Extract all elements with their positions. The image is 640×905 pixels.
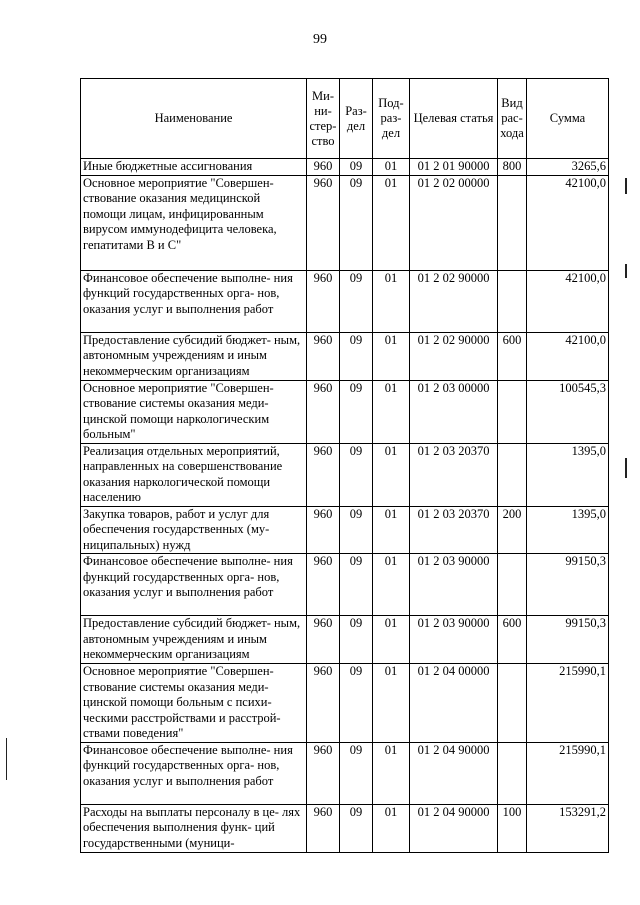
cell-amount: 3265,6 <box>527 159 609 176</box>
scan-mark <box>6 738 7 780</box>
table-row <box>81 616 609 664</box>
cell-target: 01 2 04 90000 <box>410 742 498 804</box>
cell-subsection: 01 <box>373 175 410 270</box>
budget-table <box>80 78 609 853</box>
cell-expense-type: 100 <box>498 804 527 852</box>
cell-amount: 100545,3 <box>527 380 609 443</box>
cell-section: 09 <box>340 616 373 664</box>
cell-section: 09 <box>340 742 373 804</box>
header-ministry: Ми- ни- стер- ство <box>307 79 340 159</box>
cell-amount: 42100,0 <box>527 332 609 380</box>
cell-ministry: 960 <box>307 804 340 852</box>
cell-name: Финансовое обеспечение выполне- ния функций государственных орга- нов, оказания услуг и выполнения работ <box>81 554 307 616</box>
cell-expense-type <box>498 380 527 443</box>
cell-subsection: 01 <box>373 270 410 332</box>
cell-section: 09 <box>340 332 373 380</box>
cell-name: Закупка товаров, работ и услуг для обеспечения государственных (му- ниципальных) нужд <box>81 506 307 554</box>
cell-target: 01 2 03 90000 <box>410 554 498 616</box>
cell-ministry: 960 <box>307 270 340 332</box>
cell-subsection: 01 <box>373 664 410 743</box>
cell-name: Иные бюджетные ассигнования <box>81 159 307 176</box>
cell-amount: 1395,0 <box>527 506 609 554</box>
cell-subsection: 01 <box>373 443 410 506</box>
cell-subsection: 01 <box>373 804 410 852</box>
header-amount: Сумма <box>527 79 609 159</box>
table-row <box>81 506 609 554</box>
cell-target: 01 2 04 00000 <box>410 664 498 743</box>
header-expense-type: Вид рас- хода <box>498 79 527 159</box>
cell-target: 01 2 03 00000 <box>410 380 498 443</box>
table-row <box>81 332 609 380</box>
cell-section: 09 <box>340 380 373 443</box>
table-row <box>81 443 609 506</box>
header-section: Раз- дел <box>340 79 373 159</box>
cell-expense-type <box>498 554 527 616</box>
cell-ministry: 960 <box>307 380 340 443</box>
cell-subsection: 01 <box>373 616 410 664</box>
cell-expense-type: 600 <box>498 332 527 380</box>
cell-section: 09 <box>340 554 373 616</box>
cell-target: 01 2 02 90000 <box>410 332 498 380</box>
cell-section: 09 <box>340 443 373 506</box>
table-row <box>81 380 609 443</box>
table-row <box>81 804 609 852</box>
cell-subsection: 01 <box>373 554 410 616</box>
table-row <box>81 554 609 616</box>
cell-target: 01 2 03 20370 <box>410 506 498 554</box>
cell-expense-type <box>498 270 527 332</box>
cell-section: 09 <box>340 159 373 176</box>
scan-mark <box>625 264 627 278</box>
cell-ministry: 960 <box>307 443 340 506</box>
cell-ministry: 960 <box>307 332 340 380</box>
table-row <box>81 159 609 176</box>
cell-expense-type <box>498 175 527 270</box>
cell-section: 09 <box>340 175 373 270</box>
cell-name: Финансовое обеспечение выполне- ния функций государственных орга- нов, оказания услуг и выполнения работ <box>81 742 307 804</box>
cell-section: 09 <box>340 664 373 743</box>
cell-name: Расходы на выплаты персоналу в це- лях обеспечения выполнения функ- ций государственными (муници- <box>81 804 307 852</box>
cell-amount: 42100,0 <box>527 175 609 270</box>
cell-name: Основное мероприятие "Совершен- ствование оказания медицинской помощи лицам, инфицированным вирусом иммунодефицита человека, гепатитами В и С" <box>81 175 307 270</box>
cell-amount: 1395,0 <box>527 443 609 506</box>
cell-subsection: 01 <box>373 742 410 804</box>
header-name: Наименование <box>81 79 307 159</box>
cell-subsection: 01 <box>373 332 410 380</box>
cell-ministry: 960 <box>307 506 340 554</box>
cell-ministry: 960 <box>307 159 340 176</box>
header-row <box>81 79 609 159</box>
cell-amount: 42100,0 <box>527 270 609 332</box>
cell-name: Основное мероприятие "Совершен- ствование системы оказания меди- цинской помощи наркологическим больным" <box>81 380 307 443</box>
cell-target: 01 2 04 90000 <box>410 804 498 852</box>
page-number: 99 <box>313 32 327 47</box>
cell-expense-type: 200 <box>498 506 527 554</box>
table-row <box>81 175 609 270</box>
cell-expense-type: 600 <box>498 616 527 664</box>
table-row <box>81 742 609 804</box>
cell-amount: 99150,3 <box>527 554 609 616</box>
cell-name: Реализация отдельных мероприятий, направленных на совершенствование оказания наркологической помощи населению <box>81 443 307 506</box>
cell-amount: 153291,2 <box>527 804 609 852</box>
cell-subsection: 01 <box>373 506 410 554</box>
cell-amount: 215990,1 <box>527 742 609 804</box>
scan-mark <box>625 458 627 478</box>
header-target: Целевая статья <box>410 79 498 159</box>
cell-amount: 99150,3 <box>527 616 609 664</box>
table-row <box>81 664 609 743</box>
cell-section: 09 <box>340 506 373 554</box>
cell-target: 01 2 02 90000 <box>410 270 498 332</box>
cell-ministry: 960 <box>307 664 340 743</box>
cell-expense-type: 800 <box>498 159 527 176</box>
cell-section: 09 <box>340 270 373 332</box>
cell-amount: 215990,1 <box>527 664 609 743</box>
cell-ministry: 960 <box>307 616 340 664</box>
cell-name: Предоставление субсидий бюджет- ным, автономным учреждениям и иным некоммерческим организациям <box>81 616 307 664</box>
cell-target: 01 2 03 20370 <box>410 443 498 506</box>
table-row <box>81 270 609 332</box>
cell-name: Предоставление субсидий бюджет- ным, автономным учреждениям и иным некоммерческим организациям <box>81 332 307 380</box>
cell-ministry: 960 <box>307 742 340 804</box>
cell-expense-type <box>498 664 527 743</box>
cell-target: 01 2 03 90000 <box>410 616 498 664</box>
cell-expense-type <box>498 443 527 506</box>
cell-name: Финансовое обеспечение выполне- ния функций государственных орга- нов, оказания услуг и выполнения работ <box>81 270 307 332</box>
cell-subsection: 01 <box>373 159 410 176</box>
cell-ministry: 960 <box>307 175 340 270</box>
cell-name: Основное мероприятие "Совершен- ствование системы оказания меди- цинской помощи больным с психи- ческими расстройствами и расстрой- ствами поведения" <box>81 664 307 743</box>
scan-mark <box>625 178 627 194</box>
cell-section: 09 <box>340 804 373 852</box>
cell-target: 01 2 02 00000 <box>410 175 498 270</box>
cell-expense-type <box>498 742 527 804</box>
cell-ministry: 960 <box>307 554 340 616</box>
cell-target: 01 2 01 90000 <box>410 159 498 176</box>
header-subsection: Под- раз- дел <box>373 79 410 159</box>
cell-subsection: 01 <box>373 380 410 443</box>
